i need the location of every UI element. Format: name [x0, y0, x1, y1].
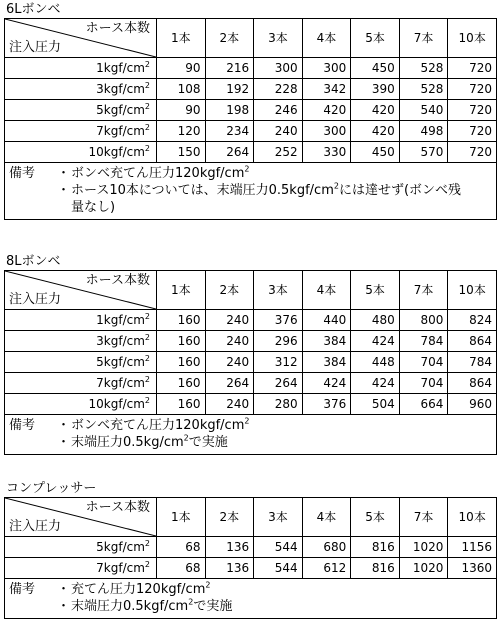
remark-text: で実施 [188, 435, 228, 450]
pressure-value: 1 [96, 61, 104, 75]
value-cell: 160 [157, 352, 206, 373]
value-cell: 720 [448, 79, 497, 100]
data-table [4, 18, 497, 163]
table-row [5, 58, 497, 79]
column-header: 3本 [254, 19, 303, 58]
pressure-unit: kgf/cm [103, 334, 145, 348]
value-cell: 864 [448, 373, 497, 394]
pressure-unit: kgf/cm [103, 61, 145, 75]
value-cell: 720 [448, 142, 497, 163]
column-header: 2本 [205, 19, 254, 58]
value-cell: 376 [254, 310, 303, 331]
section-6l [4, 2, 497, 220]
table-row [5, 79, 497, 100]
unit-exponent: 2 [188, 597, 194, 607]
value-cell: 300 [302, 121, 351, 142]
unit-exponent: 2 [144, 312, 150, 321]
column-header: 2本 [205, 271, 254, 310]
remark-text: ホース10本については、末端圧力0.5kgf/cm [71, 183, 334, 198]
unit-exponent: 2 [144, 396, 150, 405]
pressure-value: 10 [88, 145, 104, 159]
pressure-value: 5 [96, 103, 104, 117]
value-cell: 440 [302, 310, 351, 331]
header-injection-pressure: 注入圧力 [9, 519, 62, 534]
column-header: 10本 [448, 498, 497, 537]
unit-exponent: 2 [333, 181, 339, 191]
remarks-box [4, 415, 497, 455]
value-cell: 68 [157, 537, 206, 558]
pressure-unit: kgf/cm [103, 376, 145, 390]
value-cell: 540 [399, 100, 448, 121]
bullet-icon: ・ [57, 435, 71, 450]
column-header: 7本 [399, 498, 448, 537]
table-row [5, 558, 497, 579]
table-row [5, 394, 497, 415]
pressure-label [5, 352, 157, 373]
pressure-value: 7 [96, 561, 104, 575]
bullet-icon: ・ [57, 183, 71, 198]
bullet-icon: ・ [57, 418, 71, 433]
value-cell: 784 [448, 352, 497, 373]
column-header: 3本 [254, 271, 303, 310]
unit-exponent: 2 [144, 560, 150, 569]
remark-line [9, 165, 492, 182]
table-row [5, 331, 497, 352]
diagonal-header-cell [5, 271, 157, 310]
column-header: 7本 [399, 19, 448, 58]
value-cell: 450 [351, 58, 400, 79]
value-cell: 816 [351, 537, 400, 558]
table-row [5, 142, 497, 163]
value-cell: 120 [157, 121, 206, 142]
table-row [5, 352, 497, 373]
table-row [5, 310, 497, 331]
pressure-value: 7 [96, 124, 104, 138]
remark-text: ボンベ充てん圧力120kgf/cm [71, 166, 245, 181]
value-cell: 376 [302, 394, 351, 415]
value-cell: 570 [399, 142, 448, 163]
unit-exponent: 2 [144, 144, 150, 153]
value-cell: 498 [399, 121, 448, 142]
value-cell: 90 [157, 100, 206, 121]
bullet-icon: ・ [57, 582, 71, 597]
pressure-unit: kgf/cm [103, 355, 145, 369]
value-cell: 424 [351, 373, 400, 394]
remark-text: には達せず(ボンベ残 [338, 183, 462, 198]
value-cell: 1360 [448, 558, 497, 579]
pressure-value: 10 [88, 397, 104, 411]
unit-exponent: 2 [144, 354, 150, 363]
value-cell: 1156 [448, 537, 497, 558]
unit-exponent: 2 [144, 539, 150, 548]
value-cell: 246 [254, 100, 303, 121]
value-cell: 228 [254, 79, 303, 100]
remark-text: ボンベ充てん圧力120kgf/cm [71, 418, 245, 433]
pressure-label [5, 121, 157, 142]
value-cell: 90 [157, 58, 206, 79]
header-hose-count: ホース本数 [85, 273, 150, 288]
value-cell: 136 [205, 558, 254, 579]
table-row [5, 373, 497, 394]
value-cell: 216 [205, 58, 254, 79]
remarks-label: 備考 [9, 166, 36, 181]
remark-text: 末端圧力0.5kgf/cm [71, 599, 189, 614]
pressure-label [5, 310, 157, 331]
header-hose-count: ホース本数 [85, 21, 150, 36]
value-cell: 424 [302, 373, 351, 394]
column-header: 4本 [302, 19, 351, 58]
unit-exponent: 2 [144, 81, 150, 90]
bullet-icon: ・ [57, 166, 71, 181]
value-cell: 108 [157, 79, 206, 100]
value-cell: 384 [302, 352, 351, 373]
value-cell: 240 [205, 310, 254, 331]
value-cell: 720 [448, 100, 497, 121]
remark-text: で実施 [193, 599, 233, 614]
table-row [5, 121, 497, 142]
value-cell: 280 [254, 394, 303, 415]
pressure-label [5, 58, 157, 79]
header-row [5, 498, 497, 537]
column-header: 3本 [254, 498, 303, 537]
remark-line [9, 581, 492, 598]
value-cell: 664 [399, 394, 448, 415]
value-cell: 192 [205, 79, 254, 100]
pressure-label [5, 558, 157, 579]
data-table [4, 497, 497, 579]
section-8l [4, 254, 497, 455]
diagonal-header-cell [5, 19, 157, 58]
value-cell: 264 [205, 373, 254, 394]
unit-exponent: 2 [144, 102, 150, 111]
value-cell: 240 [205, 352, 254, 373]
header-injection-pressure: 注入圧力 [9, 40, 62, 55]
value-cell: 150 [157, 142, 206, 163]
value-cell: 704 [399, 373, 448, 394]
remark-line [9, 434, 492, 451]
remarks-label: 備考 [9, 582, 36, 597]
unit-exponent: 2 [144, 333, 150, 342]
unit-exponent: 2 [183, 433, 189, 443]
value-cell: 1020 [399, 558, 448, 579]
pressure-label [5, 373, 157, 394]
data-table [4, 270, 497, 415]
pressure-unit: kgf/cm [103, 561, 145, 575]
remark-continuation: 量なし) [71, 200, 116, 215]
column-header: 5本 [351, 271, 400, 310]
pressure-value: 3 [96, 82, 104, 96]
value-cell: 252 [254, 142, 303, 163]
pressure-value: 1 [96, 313, 104, 327]
remark-text: 末端圧力0.5kg/cm [71, 435, 184, 450]
remark-line [9, 182, 492, 199]
pressure-value: 5 [96, 355, 104, 369]
value-cell: 312 [254, 352, 303, 373]
column-header: 1本 [157, 271, 206, 310]
value-cell: 704 [399, 352, 448, 373]
column-header: 1本 [157, 19, 206, 58]
value-cell: 528 [399, 79, 448, 100]
value-cell: 960 [448, 394, 497, 415]
value-cell: 450 [351, 142, 400, 163]
bullet-icon: ・ [57, 599, 71, 614]
unit-exponent: 2 [244, 164, 250, 174]
value-cell: 68 [157, 558, 206, 579]
pressure-value: 7 [96, 376, 104, 390]
section-title: 6Lボンベ [6, 2, 61, 17]
header-injection-pressure: 注入圧力 [9, 292, 62, 307]
value-cell: 864 [448, 331, 497, 352]
value-cell: 160 [157, 331, 206, 352]
column-header: 10本 [448, 271, 497, 310]
table-row [5, 100, 497, 121]
column-header: 1本 [157, 498, 206, 537]
value-cell: 424 [351, 331, 400, 352]
diagonal-header-cell [5, 498, 157, 537]
remarks-box [4, 163, 497, 220]
pressure-value: 5 [96, 540, 104, 554]
value-cell: 160 [157, 394, 206, 415]
value-cell: 720 [448, 58, 497, 79]
value-cell: 234 [205, 121, 254, 142]
pressure-label [5, 394, 157, 415]
pressure-unit: kgf/cm [103, 124, 145, 138]
value-cell: 160 [157, 373, 206, 394]
value-cell: 240 [254, 121, 303, 142]
value-cell: 198 [205, 100, 254, 121]
pressure-unit: kgf/cm [103, 397, 145, 411]
pressure-unit: kgf/cm [103, 82, 145, 96]
unit-exponent: 2 [144, 375, 150, 384]
value-cell: 1020 [399, 537, 448, 558]
value-cell: 160 [157, 310, 206, 331]
value-cell: 330 [302, 142, 351, 163]
pressure-unit: kgf/cm [103, 145, 145, 159]
pressure-label [5, 331, 157, 352]
value-cell: 240 [205, 331, 254, 352]
value-cell: 420 [302, 100, 351, 121]
value-cell: 544 [254, 537, 303, 558]
value-cell: 504 [351, 394, 400, 415]
value-cell: 800 [399, 310, 448, 331]
value-cell: 390 [351, 79, 400, 100]
value-cell: 420 [351, 100, 400, 121]
column-header: 5本 [351, 19, 400, 58]
unit-exponent: 2 [205, 580, 211, 590]
section-compressor [4, 481, 497, 619]
value-cell: 544 [254, 558, 303, 579]
remarks-label: 備考 [9, 418, 36, 433]
pressure-unit: kgf/cm [103, 313, 145, 327]
section-title: コンプレッサー [6, 481, 97, 496]
value-cell: 300 [302, 58, 351, 79]
value-cell: 720 [448, 121, 497, 142]
value-cell: 612 [302, 558, 351, 579]
table-row [5, 537, 497, 558]
section-title: 8Lボンベ [6, 254, 61, 269]
remark-line [9, 598, 492, 615]
header-row [5, 19, 497, 58]
column-header: 7本 [399, 271, 448, 310]
value-cell: 816 [351, 558, 400, 579]
remark-text: 充てん圧力120kgf/cm [71, 582, 206, 597]
value-cell: 420 [351, 121, 400, 142]
pressure-label [5, 79, 157, 100]
value-cell: 784 [399, 331, 448, 352]
value-cell: 240 [205, 394, 254, 415]
unit-exponent: 2 [144, 123, 150, 132]
value-cell: 480 [351, 310, 400, 331]
value-cell: 528 [399, 58, 448, 79]
value-cell: 824 [448, 310, 497, 331]
column-header: 2本 [205, 498, 254, 537]
column-header: 4本 [302, 271, 351, 310]
pressure-unit: kgf/cm [103, 103, 145, 117]
column-header: 5本 [351, 498, 400, 537]
pressure-unit: kgf/cm [103, 540, 145, 554]
value-cell: 264 [205, 142, 254, 163]
pressure-value: 3 [96, 334, 104, 348]
value-cell: 680 [302, 537, 351, 558]
remarks-box [4, 579, 497, 619]
pressure-label [5, 537, 157, 558]
value-cell: 342 [302, 79, 351, 100]
header-row [5, 271, 497, 310]
column-header: 10本 [448, 19, 497, 58]
header-hose-count: ホース本数 [85, 500, 150, 515]
column-header: 4本 [302, 498, 351, 537]
remark-line [9, 417, 492, 434]
value-cell: 296 [254, 331, 303, 352]
pressure-label [5, 142, 157, 163]
unit-exponent: 2 [244, 416, 250, 426]
value-cell: 264 [254, 373, 303, 394]
unit-exponent: 2 [144, 60, 150, 69]
value-cell: 384 [302, 331, 351, 352]
value-cell: 448 [351, 352, 400, 373]
value-cell: 300 [254, 58, 303, 79]
pressure-label [5, 100, 157, 121]
value-cell: 136 [205, 537, 254, 558]
